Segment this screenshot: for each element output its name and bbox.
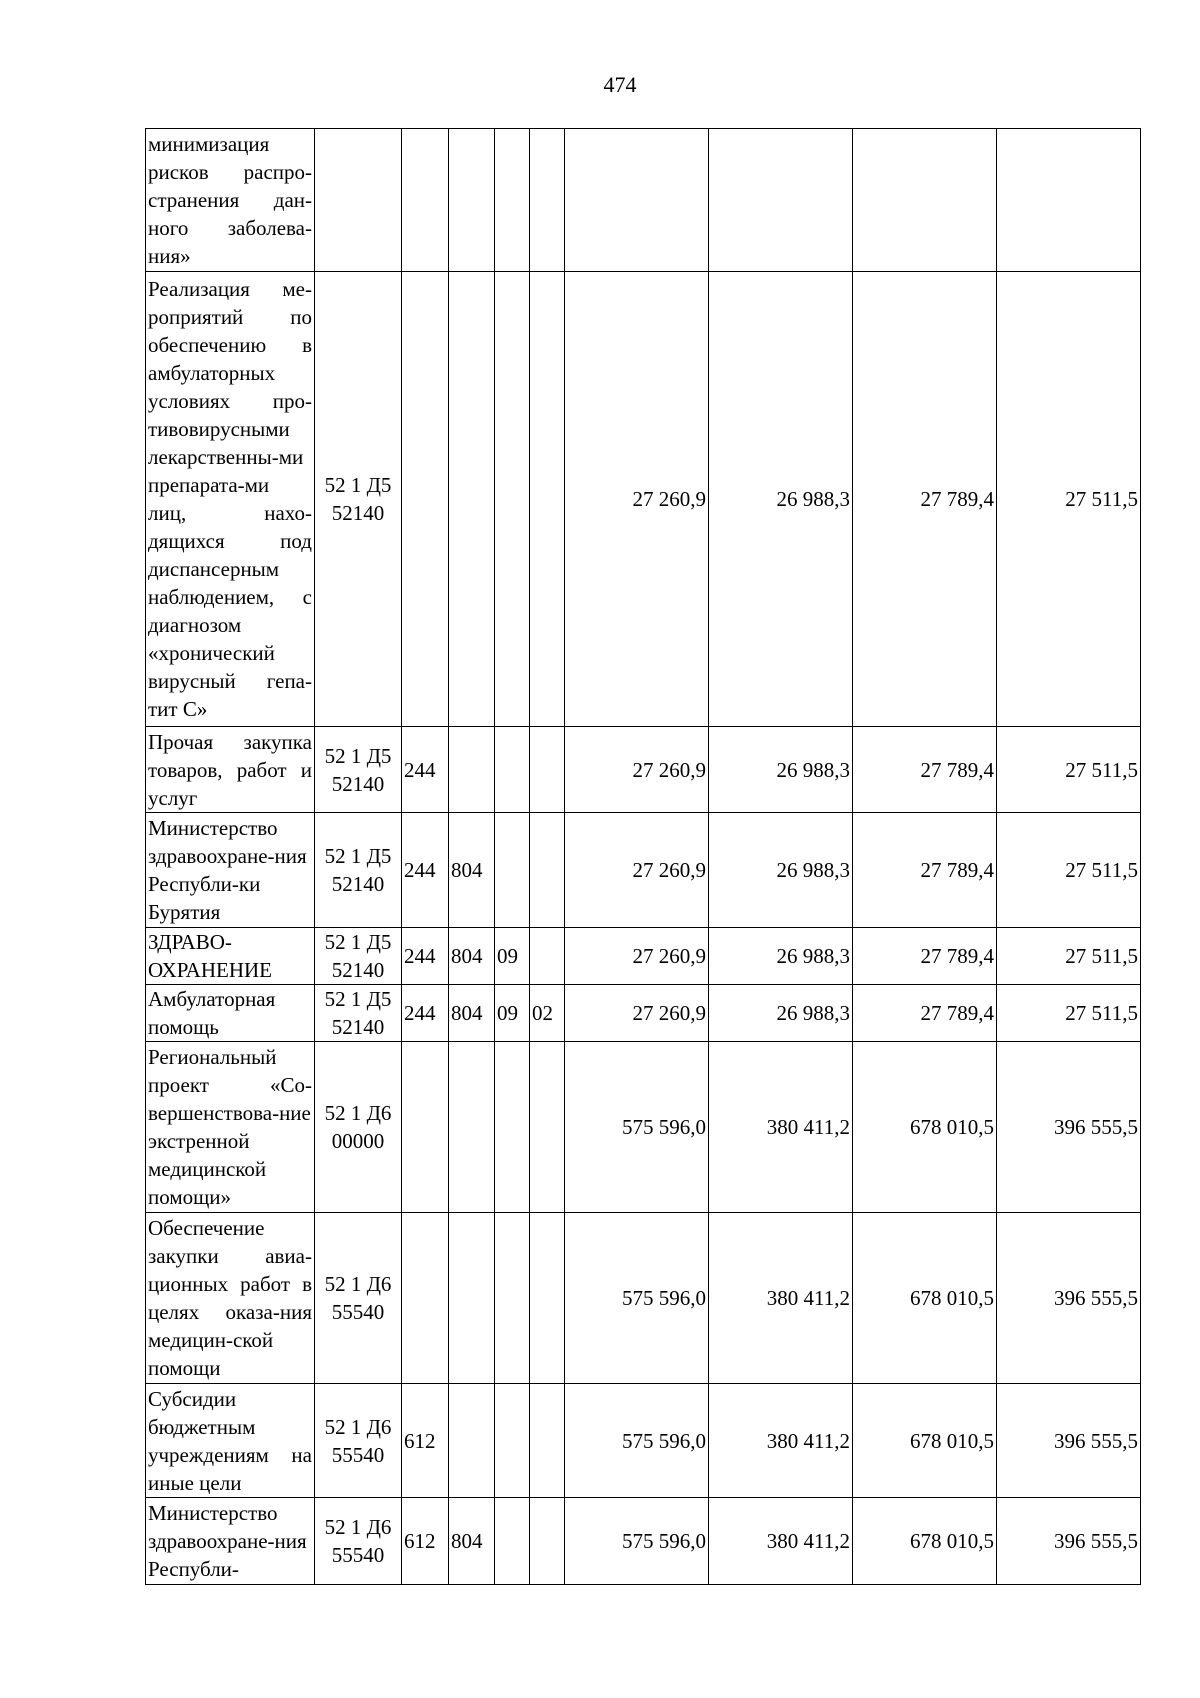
subsection-code bbox=[530, 1213, 565, 1384]
expense-type bbox=[402, 1042, 449, 1213]
table-row bbox=[146, 1042, 1141, 1213]
target-code: 52 1 Д5 52140 bbox=[315, 727, 402, 813]
value-4: 396 555,5 bbox=[997, 1384, 1141, 1498]
value-3: 27 789,4 bbox=[853, 928, 997, 985]
table-row bbox=[146, 928, 1141, 985]
table-row bbox=[146, 1498, 1141, 1585]
expense-type bbox=[402, 272, 449, 727]
value-1 bbox=[565, 129, 709, 272]
section-code: 09 bbox=[495, 985, 530, 1042]
expense-type: 612 bbox=[402, 1498, 449, 1585]
target-code: 52 1 Д5 52140 bbox=[315, 928, 402, 985]
target-code: 52 1 Д6 55540 bbox=[315, 1213, 402, 1384]
row-name: Субсидии бюджетным учреждениям на иные цели bbox=[146, 1384, 315, 1498]
table-row bbox=[146, 1384, 1141, 1498]
administrator-code bbox=[449, 1213, 495, 1384]
section-code bbox=[495, 1042, 530, 1213]
section-code: 09 bbox=[495, 928, 530, 985]
subsection-code: 02 bbox=[530, 985, 565, 1042]
value-1: 27 260,9 bbox=[565, 928, 709, 985]
subsection-code bbox=[530, 727, 565, 813]
budget-table bbox=[145, 128, 1141, 1585]
administrator-code: 804 bbox=[449, 813, 495, 928]
subsection-code bbox=[530, 129, 565, 272]
row-name: Региональный проект «Со-вершенствова-ние экстренной медицинской помощи» bbox=[146, 1042, 315, 1213]
value-1: 27 260,9 bbox=[565, 813, 709, 928]
section-code bbox=[495, 727, 530, 813]
value-2: 26 988,3 bbox=[709, 928, 853, 985]
administrator-code bbox=[449, 1384, 495, 1498]
administrator-code: 804 bbox=[449, 928, 495, 985]
expense-type bbox=[402, 1213, 449, 1384]
value-2 bbox=[709, 129, 853, 272]
value-3: 27 789,4 bbox=[853, 272, 997, 727]
administrator-code bbox=[449, 1042, 495, 1213]
expense-type: 244 bbox=[402, 985, 449, 1042]
row-name: Амбулаторная помощь bbox=[146, 985, 315, 1042]
table-row bbox=[146, 272, 1141, 727]
subsection-code bbox=[530, 1498, 565, 1585]
value-2: 26 988,3 bbox=[709, 985, 853, 1042]
subsection-code bbox=[530, 813, 565, 928]
subsection-code bbox=[530, 928, 565, 985]
section-code bbox=[495, 272, 530, 727]
table-row bbox=[146, 727, 1141, 813]
target-code: 52 1 Д6 55540 bbox=[315, 1498, 402, 1585]
table-row bbox=[146, 129, 1141, 272]
value-1: 575 596,0 bbox=[565, 1213, 709, 1384]
administrator-code: 804 bbox=[449, 1498, 495, 1585]
value-1: 575 596,0 bbox=[565, 1498, 709, 1585]
value-4: 27 511,5 bbox=[997, 928, 1141, 985]
value-4: 27 511,5 bbox=[997, 727, 1141, 813]
value-4: 396 555,5 bbox=[997, 1498, 1141, 1585]
value-4: 27 511,5 bbox=[997, 272, 1141, 727]
row-name: Министерство здравоохране-ния Республи-ки Бурятия bbox=[146, 813, 315, 928]
value-3 bbox=[853, 129, 997, 272]
value-1: 27 260,9 bbox=[565, 272, 709, 727]
value-3: 678 010,5 bbox=[853, 1042, 997, 1213]
value-2: 380 411,2 bbox=[709, 1498, 853, 1585]
administrator-code bbox=[449, 272, 495, 727]
target-code: 52 1 Д6 00000 bbox=[315, 1042, 402, 1213]
target-code: 52 1 Д6 55540 bbox=[315, 1384, 402, 1498]
expense-type: 244 bbox=[402, 928, 449, 985]
section-code bbox=[495, 1498, 530, 1585]
administrator-code bbox=[449, 129, 495, 272]
section-code bbox=[495, 129, 530, 272]
subsection-code bbox=[530, 272, 565, 727]
value-3: 27 789,4 bbox=[853, 985, 997, 1042]
administrator-code bbox=[449, 727, 495, 813]
value-4: 396 555,5 bbox=[997, 1213, 1141, 1384]
value-2: 26 988,3 bbox=[709, 272, 853, 727]
page-number: 474 bbox=[603, 72, 637, 97]
value-3: 27 789,4 bbox=[853, 727, 997, 813]
value-1: 27 260,9 bbox=[565, 727, 709, 813]
value-1: 575 596,0 bbox=[565, 1042, 709, 1213]
value-2: 380 411,2 bbox=[709, 1384, 853, 1498]
row-name: Прочая закупка товаров, работ и услуг bbox=[146, 727, 315, 813]
value-2: 380 411,2 bbox=[709, 1213, 853, 1384]
value-2: 380 411,2 bbox=[709, 1042, 853, 1213]
expense-type: 244 bbox=[402, 813, 449, 928]
section-code bbox=[495, 1213, 530, 1384]
target-code: 52 1 Д5 52140 bbox=[315, 272, 402, 727]
value-2: 26 988,3 bbox=[709, 727, 853, 813]
target-code: 52 1 Д5 52140 bbox=[315, 813, 402, 928]
value-3: 678 010,5 bbox=[853, 1384, 997, 1498]
value-4 bbox=[997, 129, 1141, 272]
row-name: Реализация ме-роприятий по обеспечению в амбулаторных условиях про-тивовирусными лекарственны-ми препарата-ми лиц, нахо-дящихся под диспансерным наблюдением, с диагнозом «хронический вирусный гепа-тит С» bbox=[146, 272, 315, 727]
value-3: 678 010,5 bbox=[853, 1498, 997, 1585]
table-row bbox=[146, 1213, 1141, 1384]
value-4: 396 555,5 bbox=[997, 1042, 1141, 1213]
table-row bbox=[146, 813, 1141, 928]
target-code: 52 1 Д5 52140 bbox=[315, 985, 402, 1042]
table-row bbox=[146, 985, 1141, 1042]
row-name: Обеспечение закупки авиа-ционных работ в целях оказа-ния медицин-ской помощи bbox=[146, 1213, 315, 1384]
section-code bbox=[495, 813, 530, 928]
administrator-code: 804 bbox=[449, 985, 495, 1042]
value-4: 27 511,5 bbox=[997, 985, 1141, 1042]
value-1: 27 260,9 bbox=[565, 985, 709, 1042]
value-2: 26 988,3 bbox=[709, 813, 853, 928]
value-1: 575 596,0 bbox=[565, 1384, 709, 1498]
row-name: Министерство здравоохране-ния Республи- bbox=[146, 1498, 315, 1585]
expense-type bbox=[402, 129, 449, 272]
value-4: 27 511,5 bbox=[997, 813, 1141, 928]
value-3: 678 010,5 bbox=[853, 1213, 997, 1384]
target-code bbox=[315, 129, 402, 272]
expense-type: 244 bbox=[402, 727, 449, 813]
section-code bbox=[495, 1384, 530, 1498]
row-name: минимизация рисков распро-странения дан-ного заболева-ния» bbox=[146, 129, 315, 272]
row-name: ЗДРАВО-ОХРАНЕНИЕ bbox=[146, 928, 315, 985]
subsection-code bbox=[530, 1384, 565, 1498]
expense-type: 612 bbox=[402, 1384, 449, 1498]
subsection-code bbox=[530, 1042, 565, 1213]
value-3: 27 789,4 bbox=[853, 813, 997, 928]
